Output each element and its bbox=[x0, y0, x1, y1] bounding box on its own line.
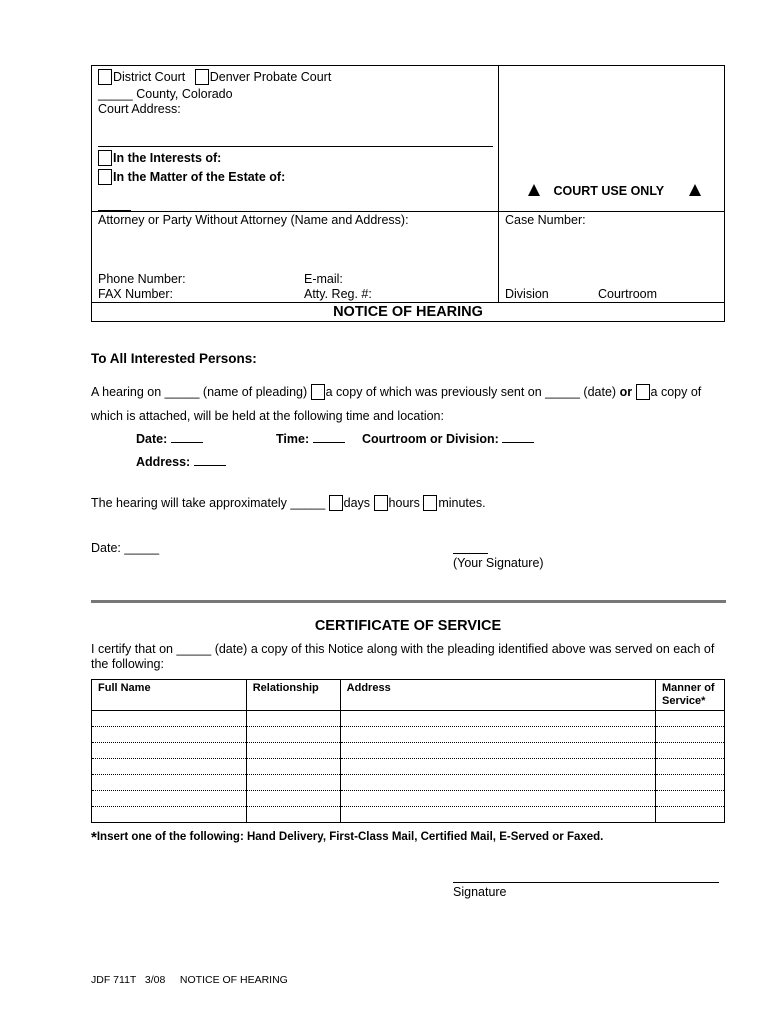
court-address-label: Court Address: bbox=[98, 102, 181, 116]
atty-reg-label: Atty. Reg. #: bbox=[304, 287, 372, 301]
page-title: NOTICE OF HEARING bbox=[333, 304, 483, 320]
division-label: Division bbox=[505, 287, 549, 301]
attorney-label: Attorney or Party Without Attorney (Name and Address): bbox=[98, 213, 409, 227]
court-address-line bbox=[98, 146, 493, 147]
col-full-name: Full Name bbox=[92, 680, 247, 711]
cell[interactable] bbox=[656, 807, 725, 823]
your-signature-line[interactable] bbox=[453, 553, 488, 554]
date-blank[interactable] bbox=[171, 431, 203, 443]
court-use-only-label: COURT USE ONLY bbox=[553, 184, 664, 198]
insert-note bbox=[91, 829, 603, 846]
cell[interactable] bbox=[656, 711, 725, 727]
minutes-label: minutes. bbox=[438, 496, 486, 510]
hearing-text-3: a copy of bbox=[650, 385, 702, 399]
time-blank[interactable] bbox=[313, 431, 345, 443]
district-court-label: District Court bbox=[113, 70, 186, 84]
caption-right-border bbox=[724, 65, 725, 322]
table-row bbox=[92, 791, 725, 807]
table-row bbox=[92, 711, 725, 727]
denver-probate-checkbox[interactable] bbox=[195, 69, 209, 85]
cell[interactable] bbox=[92, 775, 247, 791]
estate-blank-line bbox=[98, 210, 131, 211]
hearing-text-2: a copy of which was previously sent on _____ (date) bbox=[325, 385, 617, 399]
service-table bbox=[91, 679, 725, 823]
court-use-only-row bbox=[528, 184, 701, 198]
date-label: Date: bbox=[136, 432, 168, 446]
case-number-label: Case Number: bbox=[505, 213, 586, 227]
hours-label: hours bbox=[388, 496, 420, 510]
court-type-row bbox=[98, 69, 331, 85]
hearing-line-1 bbox=[91, 384, 701, 400]
address-field bbox=[136, 454, 226, 469]
cell[interactable] bbox=[92, 743, 247, 759]
cell[interactable] bbox=[246, 727, 340, 743]
triangle-up-icon bbox=[528, 184, 540, 196]
or-label: or bbox=[619, 385, 633, 399]
interests-row bbox=[98, 150, 221, 166]
cell[interactable] bbox=[246, 711, 340, 727]
cell[interactable] bbox=[92, 727, 247, 743]
certify-line-2: the following: bbox=[91, 657, 164, 671]
fax-label: FAX Number: bbox=[98, 287, 174, 301]
cell[interactable] bbox=[92, 791, 247, 807]
signature-label: Signature bbox=[453, 885, 507, 899]
cell[interactable] bbox=[656, 759, 725, 775]
cell[interactable] bbox=[92, 759, 247, 775]
courtroom-label: Courtroom bbox=[598, 287, 658, 301]
interests-label: In the Interests of: bbox=[113, 151, 222, 165]
caption-divider-horizontal bbox=[91, 211, 725, 212]
interests-checkbox[interactable] bbox=[98, 150, 112, 166]
courtroom-field bbox=[362, 431, 534, 446]
cell[interactable] bbox=[656, 743, 725, 759]
col-relationship: Relationship bbox=[246, 680, 340, 711]
certificate-title: CERTIFICATE OF SERVICE bbox=[314, 618, 502, 634]
cell[interactable] bbox=[656, 775, 725, 791]
courtroom-blank[interactable] bbox=[502, 431, 534, 443]
insert-note-text: Insert one of the following: Hand Delivery, First-Class Mail, Certified Mail, E-Served or Faxed. bbox=[96, 831, 604, 843]
your-signature-label: (Your Signature) bbox=[453, 556, 544, 570]
caption-left-border bbox=[91, 65, 92, 322]
previously-sent-checkbox[interactable] bbox=[311, 384, 325, 400]
approx-text: The hearing will take approximately _____ bbox=[91, 496, 326, 510]
minutes-checkbox[interactable] bbox=[423, 495, 437, 511]
days-checkbox[interactable] bbox=[329, 495, 343, 511]
days-label: days bbox=[343, 496, 371, 510]
hearing-line-2: which is attached, will be held at the following time and location: bbox=[91, 409, 444, 423]
table-row bbox=[92, 807, 725, 823]
cell[interactable] bbox=[340, 743, 655, 759]
phone-label: Phone Number: bbox=[98, 272, 186, 286]
hearing-text-1: A hearing on _____ (name of pleading) bbox=[91, 385, 308, 399]
section-divider bbox=[91, 600, 726, 603]
triangle-up-icon bbox=[689, 184, 701, 196]
estate-row bbox=[98, 169, 285, 185]
cell[interactable] bbox=[92, 807, 247, 823]
cell[interactable] bbox=[340, 759, 655, 775]
cell[interactable] bbox=[246, 775, 340, 791]
table-header-row bbox=[92, 680, 725, 711]
certify-line-1: I certify that on _____ (date) a copy of this Notice along with the pleading identified above was served on each of bbox=[91, 642, 715, 656]
cell[interactable] bbox=[92, 711, 247, 727]
county-label: _____ County, Colorado bbox=[98, 87, 233, 101]
cell[interactable] bbox=[246, 759, 340, 775]
time-label: Time: bbox=[276, 432, 310, 446]
cell[interactable] bbox=[340, 807, 655, 823]
time-field bbox=[276, 431, 345, 446]
title-divider bbox=[91, 302, 725, 303]
cell[interactable] bbox=[656, 727, 725, 743]
table-row bbox=[92, 775, 725, 791]
col-address: Address bbox=[340, 680, 655, 711]
col-manner: Manner of Service* bbox=[656, 680, 725, 711]
cell[interactable] bbox=[656, 791, 725, 807]
cell[interactable] bbox=[340, 791, 655, 807]
address-blank[interactable] bbox=[194, 454, 226, 466]
cell[interactable] bbox=[340, 775, 655, 791]
courtroom-division-label: Courtroom or Division: bbox=[362, 432, 499, 446]
signature-date: Date: _____ bbox=[91, 541, 160, 555]
table-row bbox=[92, 727, 725, 743]
duration-row bbox=[91, 495, 486, 511]
cell[interactable] bbox=[246, 743, 340, 759]
cell[interactable] bbox=[246, 791, 340, 807]
table-row bbox=[92, 759, 725, 775]
date-field bbox=[136, 431, 203, 446]
attached-checkbox[interactable] bbox=[636, 384, 650, 400]
email-label: E-mail: bbox=[304, 272, 343, 286]
hours-checkbox[interactable] bbox=[374, 495, 388, 511]
estate-label: In the Matter of the Estate of: bbox=[113, 170, 286, 184]
denver-probate-label: Denver Probate Court bbox=[209, 70, 332, 84]
signature-line[interactable] bbox=[453, 882, 719, 883]
caption-divider-vertical bbox=[498, 65, 499, 302]
cell[interactable] bbox=[340, 711, 655, 727]
estate-checkbox[interactable] bbox=[98, 169, 112, 185]
table-row bbox=[92, 743, 725, 759]
asterisk: * bbox=[91, 829, 97, 846]
form-footer: JDF 711T 3/08 NOTICE OF HEARING bbox=[91, 974, 288, 986]
caption-bottom-border bbox=[91, 321, 725, 322]
district-court-checkbox[interactable] bbox=[98, 69, 112, 85]
to-all-heading: To All Interested Persons: bbox=[91, 351, 257, 366]
caption-top-border bbox=[91, 65, 725, 66]
cell[interactable] bbox=[246, 807, 340, 823]
address-label: Address: bbox=[136, 455, 191, 469]
cell[interactable] bbox=[340, 727, 655, 743]
